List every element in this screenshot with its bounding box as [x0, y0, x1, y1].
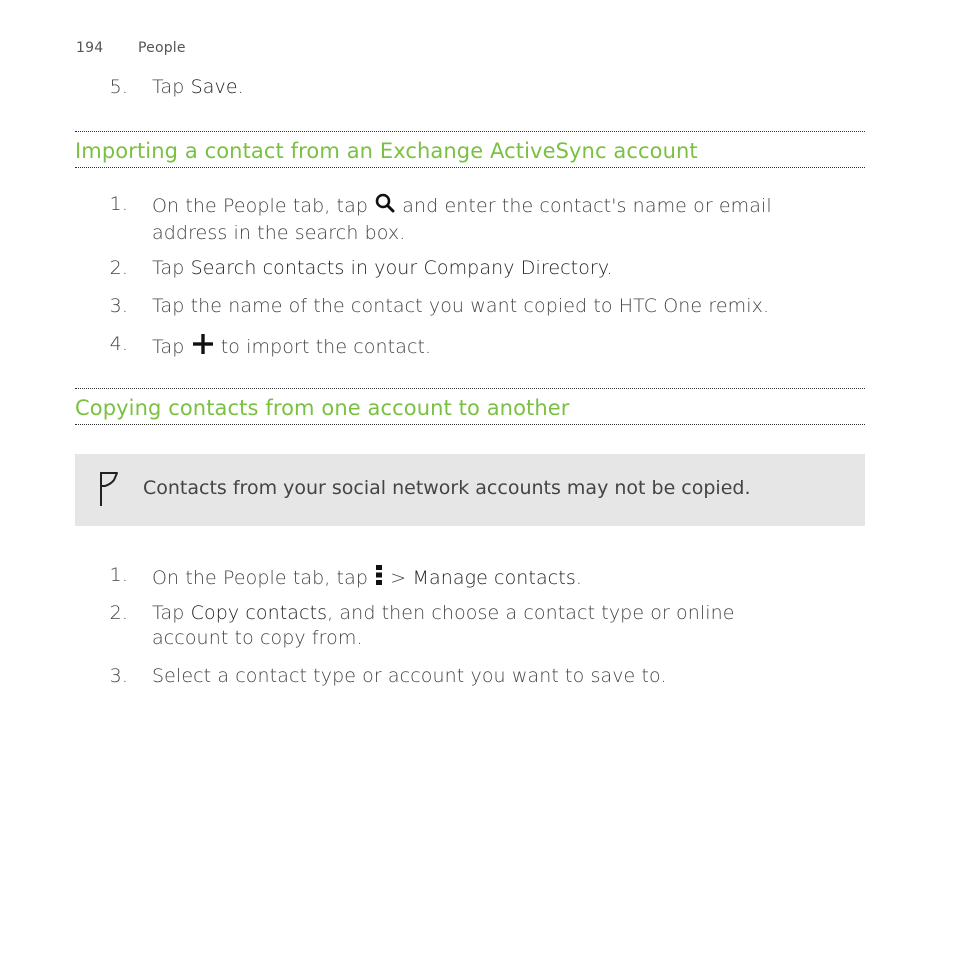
step-text-part: Tap: [152, 257, 191, 279]
step-number: 2.: [109, 602, 128, 624]
search-icon: [374, 192, 396, 221]
step-number: 3.: [109, 665, 128, 687]
step-text-part: On the People tab, tap: [152, 195, 369, 217]
divider: [75, 131, 865, 132]
divider: [75, 424, 865, 425]
step-text-part: and enter the contact's name or email: [402, 195, 772, 217]
section-heading: Importing a contact from an Exchange ActiveSync account: [75, 139, 698, 163]
step-text-part: .: [575, 567, 582, 589]
step-number: 4.: [109, 333, 128, 355]
note-box: [75, 454, 865, 526]
flag-icon: [97, 470, 121, 512]
ui-label: Save: [190, 76, 238, 98]
ui-label: Search contacts in your Company Directory: [190, 257, 607, 279]
step-text-part: Tap: [152, 336, 185, 358]
step-number: 1.: [109, 193, 128, 215]
step-text: Tap the name of the contact you want copied to HTC One remix.: [152, 295, 770, 317]
step-text: [152, 192, 842, 246]
step-text-part: .: [606, 257, 613, 279]
step-text-part: .: [237, 76, 244, 98]
step-number: 5.: [109, 76, 128, 98]
step-text-part: Tap: [152, 602, 191, 624]
step-text: [152, 601, 842, 651]
ui-label: Copy contacts: [190, 602, 328, 624]
divider: [75, 388, 865, 389]
plus-icon: [191, 332, 215, 363]
step-text-part: account to copy from.: [152, 627, 363, 649]
step-text-part: On the People tab, tap: [152, 567, 369, 589]
page-header: [76, 40, 186, 56]
step-text-part: Tap: [152, 76, 191, 98]
step-text: [152, 332, 842, 363]
step-number: 3.: [109, 295, 128, 317]
step-number: 1.: [109, 564, 128, 586]
step-number: 2.: [109, 257, 128, 279]
step-text: Select a contact type or account you want to save to.: [152, 665, 667, 687]
more-vertical-icon: [374, 563, 384, 594]
section-heading: Copying contacts from one account to another: [75, 396, 570, 420]
step-text: [152, 75, 842, 100]
step-text: [152, 563, 842, 594]
divider: [75, 167, 865, 168]
step-text-part: >: [384, 567, 413, 589]
step-text-part: to import the contact.: [220, 336, 432, 358]
page-number: 194: [76, 40, 104, 56]
step-text-part: , and then choose a contact type or online: [327, 602, 735, 624]
step-text-part: address in the search box.: [152, 222, 406, 244]
ui-label: Manage contacts: [412, 567, 576, 589]
section-name: People: [138, 40, 186, 56]
note-text: Contacts from your social network accounts may not be copied.: [143, 477, 751, 499]
step-text: [152, 256, 842, 281]
